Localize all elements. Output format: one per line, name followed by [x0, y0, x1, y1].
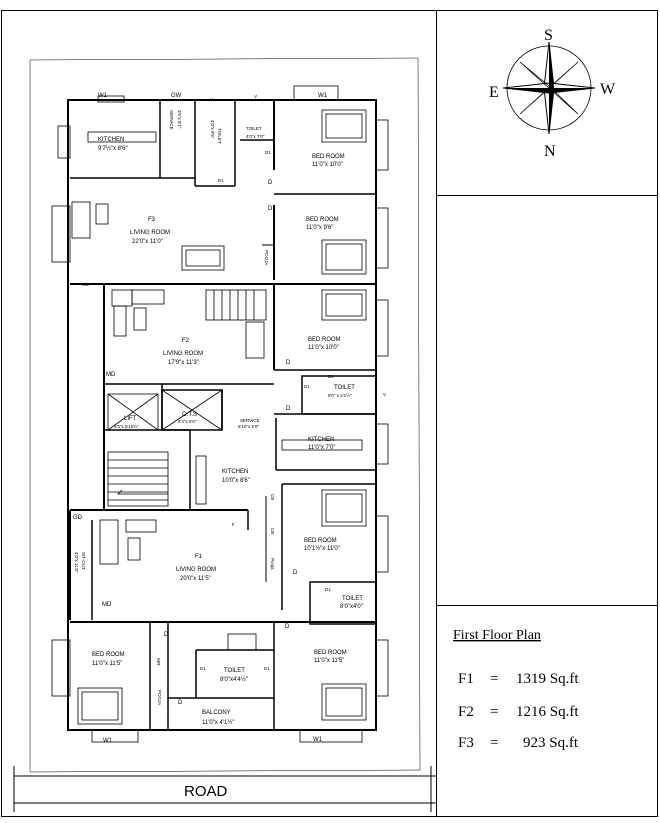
room-size: 5'3"x 5'10½" — [114, 424, 139, 429]
door-mark: D1 — [265, 150, 271, 155]
room-labels — [74, 110, 363, 726]
room-size: 8'3"x 5'0" — [178, 419, 197, 424]
room-size: 4'0"x 8'6" — [210, 120, 215, 139]
room-name: KITCHEN — [98, 137, 125, 143]
ventilator-mark: V — [210, 97, 214, 102]
room-size: 11'0"x 11'5" — [92, 661, 123, 667]
compass-north-label: N — [544, 143, 556, 160]
room-size: 3'6"x 8'1" — [177, 110, 182, 129]
plan-title: First Floor Plan — [453, 628, 541, 643]
room-name: O.T.S — [182, 412, 198, 418]
door-mark: D — [268, 180, 273, 186]
room-size: 4'0"x 11'0" — [74, 552, 79, 573]
compass-rose — [489, 27, 616, 160]
room-size: 11'0"x 11'5" — [314, 658, 345, 664]
ventilator-mark: V — [254, 94, 258, 99]
area-flat-label: F2 — [458, 704, 474, 720]
window-mark: W1 — [313, 737, 322, 743]
area-value: 1319 Sq.ft — [516, 671, 579, 687]
svg-text:=: = — [490, 671, 499, 687]
room-name: TOILET — [224, 668, 245, 674]
room-size: 10'1½"x 11'0" — [304, 546, 340, 552]
room-size: 11'0"x 4'1½" — [202, 720, 235, 726]
plan-marks — [73, 93, 386, 744]
flat-tag: F1 — [195, 554, 203, 560]
door-mark: D — [293, 570, 298, 576]
door-mark: D1 — [325, 587, 331, 592]
area-flat-label: F3 — [458, 735, 474, 751]
flat-tag: F3 — [148, 217, 156, 223]
door-mark: D1 — [328, 374, 334, 379]
cupboard-mark: CB — [270, 494, 275, 501]
cupboard-mark: CB — [270, 528, 275, 535]
main-door-mark: MD — [106, 372, 116, 378]
compass-east-label: E — [489, 84, 499, 101]
room-size: 11'0"x 7'0" — [308, 445, 336, 451]
room-name: LIVING ROOM — [163, 351, 204, 357]
room-name: KITCHEN — [222, 469, 249, 475]
area-value: 923 Sq.ft — [523, 735, 579, 751]
room-size: 8'0"x4'4½" — [220, 677, 248, 683]
room-size: 11'0"x 9'6" — [306, 225, 334, 231]
room-name: LIVING ROOM — [176, 567, 217, 573]
room-name: BED ROOM — [312, 154, 345, 160]
area-list — [458, 671, 579, 751]
door-mark: D1 — [264, 666, 270, 671]
room-name: BED ROOM — [92, 652, 125, 658]
room-name: TOILET — [342, 596, 363, 602]
door-mark: D1 — [218, 178, 224, 183]
svg-text:=: = — [490, 735, 499, 751]
room-name: POOJA — [157, 690, 162, 706]
building-walls — [68, 100, 376, 730]
door-mark: D — [285, 624, 290, 630]
door-mark: D — [268, 206, 273, 212]
room-name: POOJA — [264, 250, 269, 266]
window-mark: W1 — [98, 93, 107, 99]
room-name: BED ROOM — [308, 337, 341, 343]
room-size: 11'0"x 10'0" — [308, 345, 339, 351]
room-name: LIFT — [124, 416, 137, 422]
compass-south-label: S — [544, 27, 553, 44]
room-size: 9'7½"x 8'6" — [98, 146, 128, 152]
road-label: ROAD — [184, 783, 228, 800]
ventilator-mark: V — [383, 392, 387, 397]
room-size: 11'0"x 10'0" — [312, 162, 343, 168]
room-size: 22'0"x 11'0" — [132, 239, 163, 245]
main-door-mark: MD — [82, 282, 89, 287]
room-name: TOILET — [246, 126, 262, 131]
room-size: 10'0"x 8'6" — [222, 478, 250, 484]
main-door-mark: MD — [102, 602, 112, 608]
door-mark: D — [178, 700, 183, 706]
room-size: 17'9"x 11'3" — [168, 360, 199, 366]
room-size: 8'0"x4'0" — [340, 604, 363, 610]
room-name: SERVICE — [240, 418, 260, 423]
room-name: BED ROOM — [306, 217, 339, 223]
window-mark: W1 — [318, 93, 327, 99]
room-size: 20'0"x 11'5" — [180, 576, 211, 582]
room-name: TOILET — [334, 385, 355, 391]
door-mark: D — [286, 360, 291, 366]
room-name: LIVING ROOM — [130, 230, 171, 236]
door-mark: D1 — [304, 384, 310, 389]
room-name: BED ROOM — [314, 650, 347, 656]
compass-west-label: W — [600, 81, 616, 98]
glazing-mark: GW — [171, 93, 182, 99]
area-flat-label: F1 — [458, 671, 474, 687]
room-name: TOILET — [217, 128, 222, 144]
pooja-mark: Pooja — [270, 558, 275, 570]
room-size: 5'10"x 5'0" — [238, 424, 259, 429]
flat-tag: F2 — [182, 338, 190, 344]
room-name: SERVICE — [169, 110, 174, 130]
furniture — [72, 110, 366, 724]
area-value: 1216 Sq.ft — [516, 704, 579, 720]
room-size: 8'0" x 4'1½" — [328, 393, 352, 398]
door-mark: D — [286, 406, 291, 412]
door-mark: D — [164, 632, 169, 638]
fridge-mark: F — [232, 522, 235, 527]
room-name: BALCONY — [202, 710, 231, 716]
room-size: 4'0"x 7'0" — [246, 134, 265, 139]
room-name: BED ROOM — [304, 538, 337, 544]
door-mark: D1 — [200, 666, 206, 671]
room-name: SIT-OUT — [81, 552, 86, 570]
window-mark: W1 — [103, 738, 112, 744]
svg-text:=: = — [490, 704, 499, 720]
room-name: WR — [156, 658, 161, 666]
grill-door-mark: GD — [73, 515, 82, 521]
room-name: KITCHEN — [308, 437, 335, 443]
